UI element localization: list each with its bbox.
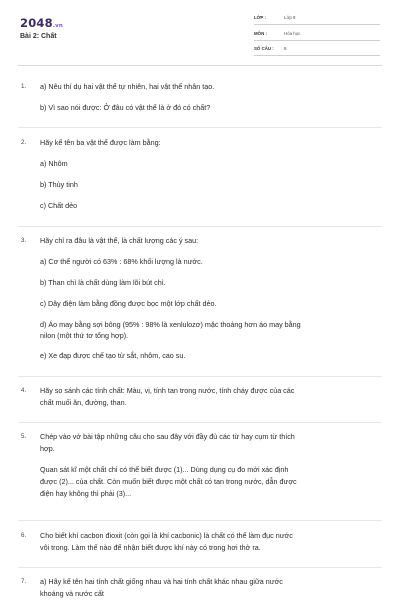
question-5-line: điện hay không thì phải (3)... — [40, 489, 132, 498]
question-separator — [18, 226, 382, 227]
question-3-line: nilon (một thứ tơ tổng hợp). — [40, 331, 129, 340]
question-separator — [18, 376, 382, 377]
question-3-number: 3. — [21, 237, 27, 244]
question-2-line: c) Chất dẻo — [40, 201, 78, 210]
question-separator — [18, 422, 382, 423]
meta-value: Hóa học — [284, 31, 301, 36]
question-5-line: Quan sát kĩ một chất chỉ có thể biết được (1)... Dùng dụng cụ đo mới xác định — [40, 465, 289, 474]
question-2-line: b) Thủy tinh — [40, 180, 78, 189]
question-3-line: d) Áo may bằng sợi bông (95% : 98% là xenlulozơ) mặc thoáng hơn áo may bằng — [40, 320, 301, 329]
question-2-line: a) Nhôm — [40, 159, 68, 168]
question-7-line: a) Hãy kể tên hai tính chất giống nhau và hai tính chất khác nhau giữa nước — [40, 577, 283, 586]
question-7-number: 7. — [21, 578, 27, 585]
question-4-line: Hãy so sánh các tính chất: Màu, vị, tính tan trong nước, tính cháy được của các — [40, 386, 295, 395]
question-2-line: Hãy kể tên ba vật thể được làm bằng: — [40, 138, 161, 147]
question-7-line: khoáng và nước cất — [40, 589, 104, 598]
question-3-line: b) Than chì là chất dùng làm lõi bút chì. — [40, 278, 166, 287]
question-5-line: được (2)... của chất. Còn muốn biết được một chất có tan trong nước, dẫn được — [40, 477, 297, 486]
question-6-number: 6. — [21, 532, 27, 539]
meta-label: LỚP : — [254, 15, 266, 20]
question-6-line: vôi trong. Làm thế nào để nhận biết được khí này có trong hơi thở ra. — [40, 543, 261, 552]
question-5-line: hợp. — [40, 444, 55, 453]
question-1-line: b) Vì sao nói được: Ở đâu có vật thể là ở đó có chất? — [40, 103, 211, 112]
lesson-title: Bài 2: Chất — [20, 33, 57, 40]
question-separator — [18, 567, 382, 568]
meta-value: 8 — [284, 46, 287, 51]
meta-value: Lớp 8 — [284, 15, 296, 20]
logo-main-text: 2048 — [20, 16, 53, 30]
question-5-number: 5. — [21, 433, 27, 440]
question-separator — [18, 127, 382, 128]
question-2-number: 2. — [21, 139, 27, 146]
question-separator — [18, 520, 382, 521]
question-1-line: a) Nêu thí dụ hai vật thể tự nhiên, hai vật thể nhân tạo. — [40, 82, 215, 91]
question-4-line: chất muối ăn, đường, than. — [40, 398, 127, 407]
question-4-number: 4. — [21, 387, 27, 394]
question-3-line: Hãy chỉ ra đâu là vật thể, là chất lượng các ý sau: — [40, 236, 199, 245]
question-3-line: a) Cơ thể người có 63% : 68% khối lượng là nước. — [40, 257, 203, 266]
question-5-line: Chép vào vở bài tập những câu cho sau đây với đầy đủ các từ hay cụm từ thích — [40, 432, 295, 441]
logo-tld-text: .vn — [52, 23, 64, 29]
meta-label: MÔN : — [254, 31, 267, 36]
meta-label: SỐ CÂU : — [254, 46, 274, 51]
question-3-line: e) Xe đạp được chế tạo từ sắt, nhôm, cao su. — [40, 351, 186, 360]
question-6-line: Cho biết khí cacbon đioxit (còn gọi là khí cacbonic) là chất có thể làm đục nước — [40, 531, 293, 540]
question-3-line: c) Dây điện làm bằng đồng được bọc một lớp chất dẻo. — [40, 299, 217, 308]
question-1-number: 1. — [21, 83, 27, 90]
